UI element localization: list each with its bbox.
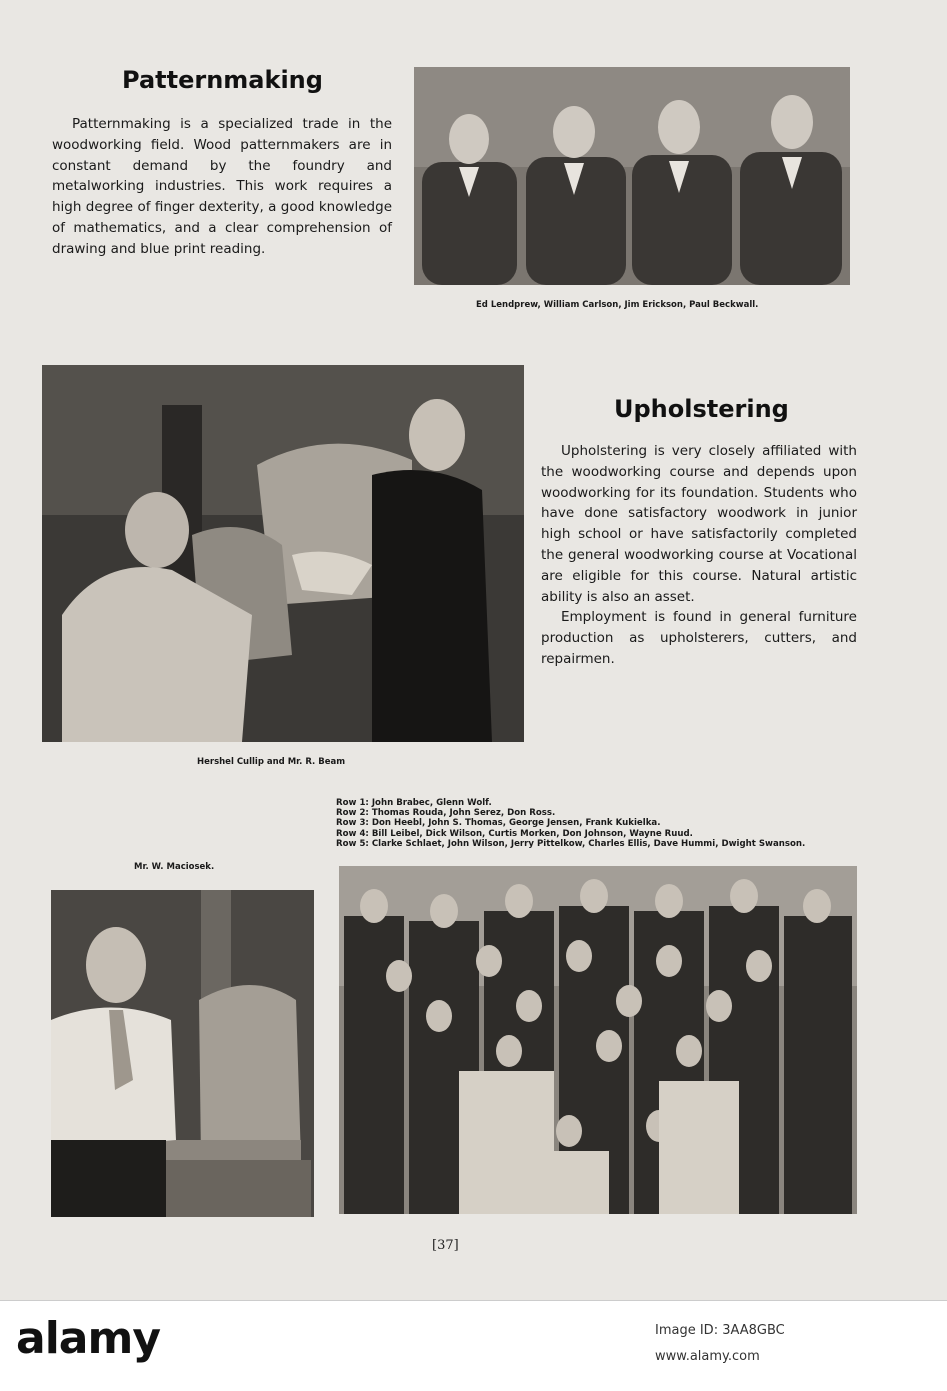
group-row-list	[336, 798, 805, 849]
upholstering-photo	[42, 365, 524, 742]
patternmaking-group-photo	[414, 67, 850, 285]
patternmaking-caption: Ed Lendprew, William Carlson, Jim Erickson, Paul Beckwall.	[476, 300, 759, 310]
upholstering-title: Upholstering	[614, 395, 789, 423]
page-number: [37]	[432, 1238, 459, 1253]
patternmaking-text	[52, 114, 392, 260]
patternmaking-paragraph: Patternmaking is a specialized trade in the woodworking field. Wood patternmakers are in constant demand by the foundry and metalworking industries. This work requires a high degree of finger dexterity, a good knowledge of mathematics, and a clear comprehension of drawing and blue print reading.	[52, 116, 392, 257]
site-url[interactable]: www.alamy.com	[655, 1349, 760, 1364]
upholstering-paragraph-1: Upholstering is very closely affiliated with the woodworking course and depends upon woodworking for its foundation. Students who have done satisfactory woodwork in junior high school or have satisfactorily completed the general woodworking course at Vocational are eligible for this course. Natural artistic ability is also an asset.	[541, 443, 857, 605]
upholstering-paragraph-2: Employment is found in general furniture production as upholsterers, cutters, and repairmen.	[541, 609, 857, 667]
patternmaking-title: Patternmaking	[122, 66, 323, 94]
row-line-3: Row 3: Don Heebl, John S. Thomas, George Jensen, Frank Kukielka.	[336, 818, 661, 829]
stock-footer	[0, 1300, 947, 1391]
row-line-1: Row 1: John Brabec, Glenn Wolf.	[336, 798, 492, 808]
alamy-logo: alamy	[16, 1313, 160, 1364]
row-line-5: Row 5: Clarke Schlaet, John Wilson, Jerry Pittelkow, Charles Ellis, Dave Hummi, Dwight Swanson.	[336, 838, 806, 849]
instructor-caption: Mr. W. Maciosek.	[134, 862, 215, 872]
upholstering-caption: Hershel Cullip and Mr. R. Beam	[197, 757, 346, 767]
image-id: Image ID: 3AA8GBC	[655, 1323, 785, 1338]
instructor-photo	[51, 890, 314, 1217]
upholstering-text	[541, 441, 857, 670]
upholstering-group-photo	[339, 866, 857, 1214]
row-line-2: Row 2: Thomas Rouda, John Serez, Don Ross.	[336, 808, 556, 819]
row-line-4: Row 4: Bill Leibel, Dick Wilson, Curtis Morken, Don Johnson, Wayne Ruud.	[336, 828, 693, 839]
